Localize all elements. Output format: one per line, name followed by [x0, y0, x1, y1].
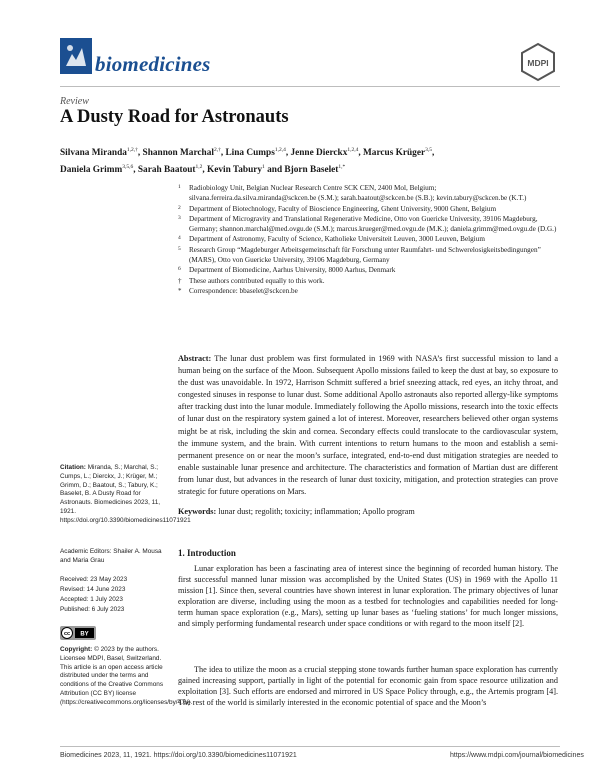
academic-editors: Academic Editors: Shailer A. Mousa and Maria Grau [60, 548, 162, 564]
copyright-block: Copyright: © 2023 by the authors. Licensee MDPI, Basel, Switzerland. This article is an open access article distributed under the terms and conditions of the Creative Commons Attribution (CC BY) license (https://creativecommons.org/licenses/by/4.0/). [60, 646, 193, 706]
paragraph: Lunar exploration has been a fascinating area of interest since the beginning of recorded human history. The first successful manned lunar mission was accomplished by the United States (US) in 1969 with the Apollo 11 mission [1]. Since then, several countries have shown interest in lunar exploration. The primary objectives of lunar exploration are diverse, including using the moon as a testbed for technologies and capabilities needed for long-term human space exploration (e.g., Mars), setting up lunar bases as ‘fueling stations’ for much longer missions, and simply performing fundamental research under space conditions or with regard to the moon itself [2]. [178, 564, 558, 629]
correspondence-note: * Correspondence: bbaselet@sckcen.be [178, 286, 298, 295]
footer-citation: Biomedicines 2023, 11, 1921. https://doi.org/10.3390/biomedicines11071921 [60, 752, 297, 759]
revised-date: Revised: 14 June 2023 [60, 586, 126, 593]
citation-block: Citation: Miranda, S.; Marchal, S.; Cumps, L.; Dierckx, J.; Krüger, M.; Grimm, D.; Baatout, S.; Tabury, K.; Baselet, B. A Dusty Road for Astronauts. Biomedicines 2023, 11, 1921. https://doi.org/10.3390/biomedicines11071921 [60, 464, 191, 524]
cc-by-license-icon[interactable] [60, 626, 96, 640]
keywords-label: Keywords: [178, 507, 217, 516]
accepted-date: Accepted: 1 July 2023 [60, 596, 123, 603]
affiliation: 6 Department of Biomedicine, Aarhus University, 8000 Aarhus, Denmark [178, 266, 396, 275]
mdpi-logo-icon[interactable] [520, 42, 556, 82]
abstract [178, 353, 558, 498]
paragraph: The idea to utilize the moon as a crucial stepping stone towards further human space exploration has currently gained increasing support, partially in light of the potential for economic gain from space resource utilization and exploitation [3]. Such efforts are endorsed and mirrored in US Space Policy through, e.g., the Artemis program [4]. The rest of the world is similarly interested in the economic potential of space and the Moon’s [178, 665, 558, 708]
section-heading: 1. Introduction [178, 548, 236, 558]
svg-text:BY: BY [80, 631, 89, 638]
affiliation: 5 Research Group “Magdeburger Arbeitsgemeinschaft für Forschung unter Raumfahrt- und Schwerelosigkeitsbedingungen” (MARS), Otto von Guericke University, 39106 Magdeburg, Germany [178, 245, 541, 265]
article-title: A Dusty Road for Astronauts [60, 107, 289, 127]
journal-name: biomedicines [95, 52, 211, 76]
abstract-text: The lunar dust problem was first formulated in 1969 with NASA’s first successful mission to land a human being on the surface of the Moon. Subsequent Apollo missions failed to keep the dust at bay, so exposure to the dust was unavoidable. In 1972, Harrison Schmitt suffered a brief sneezing attack, red eyes, an itchy throat, and congested sinuses in response to lunar dust. Some additional Apollo astronauts also reported allergy-like symptoms after tracking dust into the lunar module. Immediately following the Apollo missions, research into the toxic effects of lunar dust on the respiratory system gained a lot of interest. Moreover, researchers believed other organ systems might be at risk, including the skin and cornea. Secondary effects could translocate to the cardiovascular system, the immune system, and the brain. With current intentions to return humans to the moon and establish a semi-permanent presence on or near the moon’s surface, integrated, end-to-end dust mitigation strategies are needed to enable sustainable lunar presence and architecture. The characteristics and formation of Martian dust are different from lunar dust, but advances in the research of lunar dust toxicity, mitigation, and protection strategies can prove strategic for future operations on Mars. [178, 354, 558, 497]
affiliation: 2 Department of Biotechnology, Faculty of Bioscience Engineering, Ghent University, 9000 Ghent, Belgium [178, 204, 497, 213]
keywords [178, 506, 558, 518]
affiliation: 3 Department of Microgravity and Translational Regenerative Medicine, Otto von Guericke University, 39106 Magdeburg, Germany; shannon.marchal@med.ovgu.de (S.M.); marcus.krueger@med.ovgu.de (M.K.); daniela.grimm@med.ovgu.de (D.G.) [178, 214, 557, 234]
affiliation: 4 Department of Astronomy, Faculty of Science, Katholieke Universiteit Leuven, 3000 Leuven, Belgium [178, 235, 485, 244]
abstract-label: Abstract: [178, 354, 212, 363]
received-date: Received: 23 May 2023 [60, 576, 128, 583]
header-rule [60, 86, 560, 87]
footer-rule [60, 746, 560, 747]
affiliation-list [178, 183, 558, 296]
article-type: Review [60, 96, 89, 107]
author-list: Silvana Miranda$^{1,2,\dagger}$, Shannon Marchal$^{2,\dagger}$, Lina Cumps$^{1,2,4}$, Jenne Dierckx$^{1,2,4}$, Marcus Krüger$^{3,5}$, Daniela Grimm$^{3,5,6}$, Sarah Baatout$^{1,2}$, Kevin Tabury$^1$ and Bjorn Baselet$^{1,*}$ [60, 147, 435, 176]
published-date: Published: 6 July 2023 [60, 606, 125, 613]
equal-contribution-note: † These authors contributed equally to this work. [178, 276, 325, 285]
mdpi-label: MDPI [527, 58, 549, 68]
footer-journal-link[interactable]: https://www.mdpi.com/journal/biomedicines [450, 752, 584, 759]
svg-text:cc: cc [63, 631, 71, 638]
journal-logo-icon [60, 38, 92, 74]
affiliation: 1 Radiobiology Unit, Belgian Nuclear Research Centre SCK CEN, 2400 Mol, Belgium; silvana.ferreira.da.silva.miranda@sckcen.be (S.M.); sarah.baatout@sckcen.be (S.B.); kevin.tabury@sckcen.be (K.T.) [178, 184, 527, 203]
keywords-text: lunar dust; regolith; toxicity; inflammation; Apollo program [218, 507, 415, 516]
